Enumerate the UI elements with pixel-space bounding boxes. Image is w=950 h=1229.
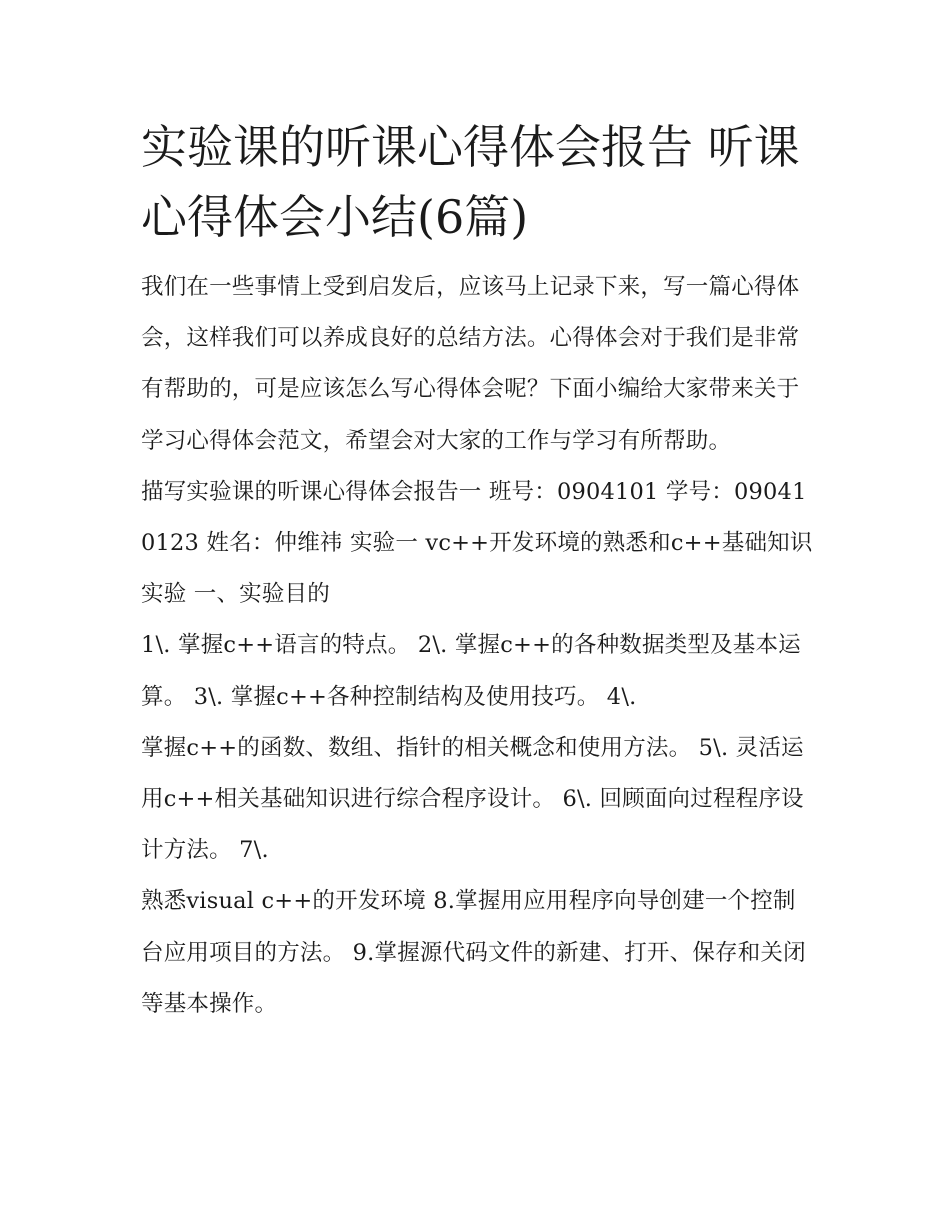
objectives-paragraph-2: 掌握c++的函数、数组、指针的相关概念和使用方法。 5\. 灵活运用c++相关基础知识进行综合程序设计。 6\. 回顾面向过程程序设计方法。 7\. — [141, 734, 804, 864]
document-page — [141, 112, 813, 1030]
objectives-paragraph-3: 熟悉visual c++的开发环境 8.掌握用应用程序向导创建一个控制台应用项目的方法。 9.掌握源代码文件的新建、打开、保存和关闭等基本操作。 — [141, 888, 806, 1017]
document-title: 实验课的听课心得体会报告 听课心得体会小结(6篇) — [141, 120, 800, 244]
objectives-paragraph-1: 1\. 掌握c++语言的特点。 2\. 掌握c++的各种数据类型及基本运算。 3\. 掌握c++各种控制结构及使用技巧。 4\. — [141, 632, 801, 710]
report-header-paragraph: 描写实验课的听课心得体会报告一 班号：0904101 学号：090410123 姓名：仲维祎 实验一 vc++开发环境的熟悉和c++基础知识实验 一、实验目的 — [141, 478, 813, 608]
intro-paragraph: 我们在一些事情上受到启发后，应该马上记录下来，写一篇心得体会，这样我们可以养成良好的总结方法。心得体会对于我们是非常有帮助的，可是应该怎么写心得体会呢？下面小编给大家带来关于学习心得体会范文，希望会对大家的工作与学习有所帮助。 — [141, 274, 800, 454]
